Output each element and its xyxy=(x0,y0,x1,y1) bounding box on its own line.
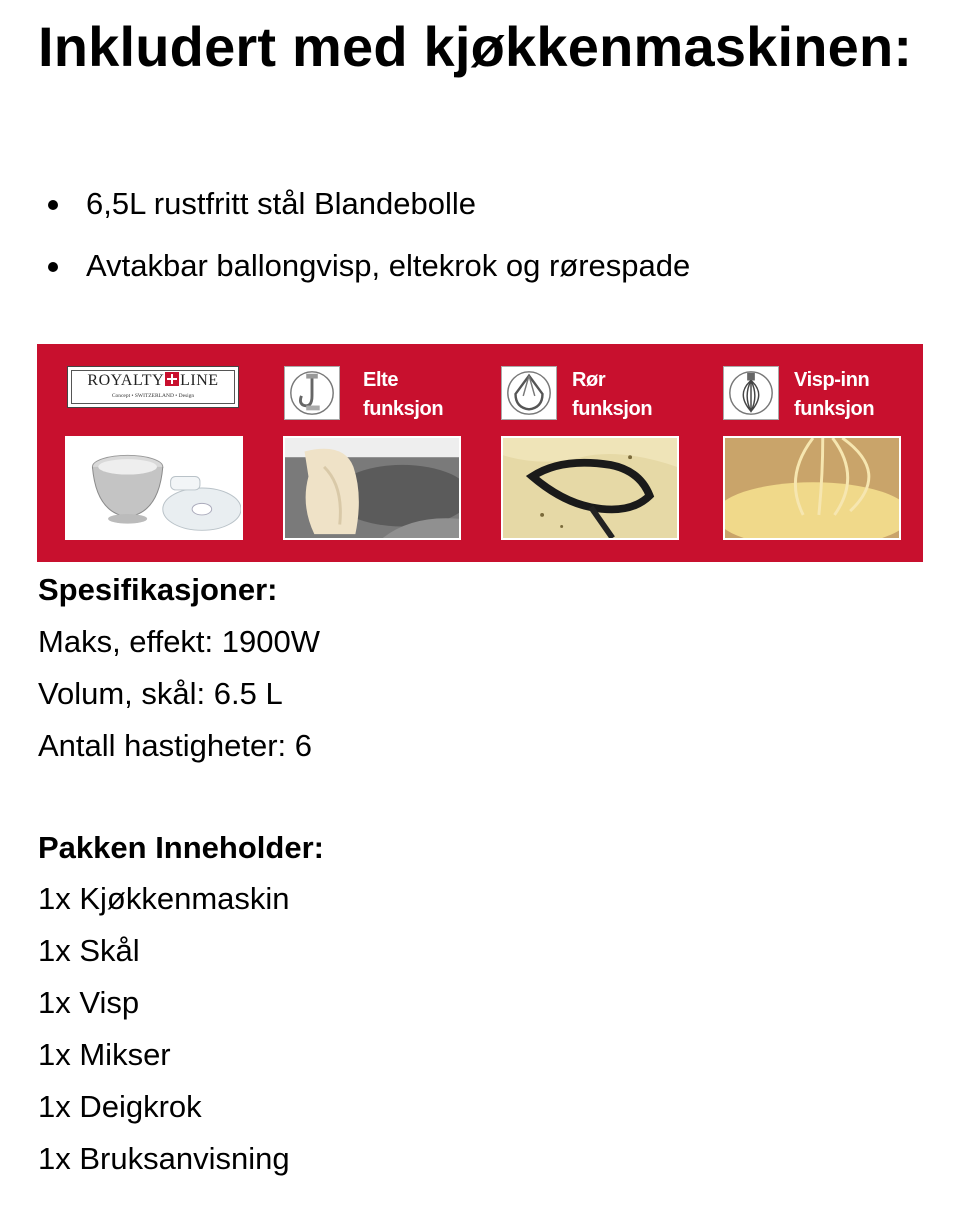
royalty-line-logo: ROYALTY LINE Concept • SWITZERLAND • Design xyxy=(67,366,239,408)
included-list xyxy=(38,186,690,310)
page-title: Inkludert med kjøkkenmaskinen: xyxy=(38,15,913,78)
package-item: 1x Deigkrok xyxy=(38,1089,202,1124)
bowl-accessories-image xyxy=(65,436,243,540)
list-item: 6,5L rustfritt stål Blandebolle xyxy=(38,186,690,248)
package-item: 1x Bruksanvisning xyxy=(38,1141,290,1176)
product-banner xyxy=(37,344,923,562)
function-label-beat: Rør funksjon xyxy=(572,369,653,420)
specs-heading: Spesifikasjoner: xyxy=(38,572,278,607)
package-item: 1x Kjøkkenmaskin xyxy=(38,881,290,916)
function-label-whisk: Visp-inn funksjon xyxy=(794,369,875,420)
spec-volume: Volum, skål: 6.5 L xyxy=(38,676,283,711)
package-item: 1x Mikser xyxy=(38,1037,171,1072)
spec-power: Maks, effekt: 1900W xyxy=(38,624,320,659)
bullet-icon xyxy=(48,262,58,272)
package-item: 1x Visp xyxy=(38,985,140,1020)
balloon-whisk-icon xyxy=(723,366,779,420)
package-heading: Pakken Inneholder: xyxy=(38,830,324,865)
function-label-knead: Elte funksjon xyxy=(363,369,444,420)
package-item: 1x Skål xyxy=(38,933,140,968)
list-item: Avtakbar ballongvisp, eltekrok og rørespade xyxy=(38,248,690,310)
dough-hook-icon xyxy=(284,366,340,420)
swiss-cross-icon xyxy=(165,372,179,386)
flat-beater-icon xyxy=(501,366,557,420)
batter-mixing-image xyxy=(501,436,679,540)
spec-speeds: Antall hastigheter: 6 xyxy=(38,728,313,763)
whisking-image xyxy=(723,436,901,540)
bullet-icon xyxy=(48,200,58,210)
dough-kneading-image xyxy=(283,436,461,540)
